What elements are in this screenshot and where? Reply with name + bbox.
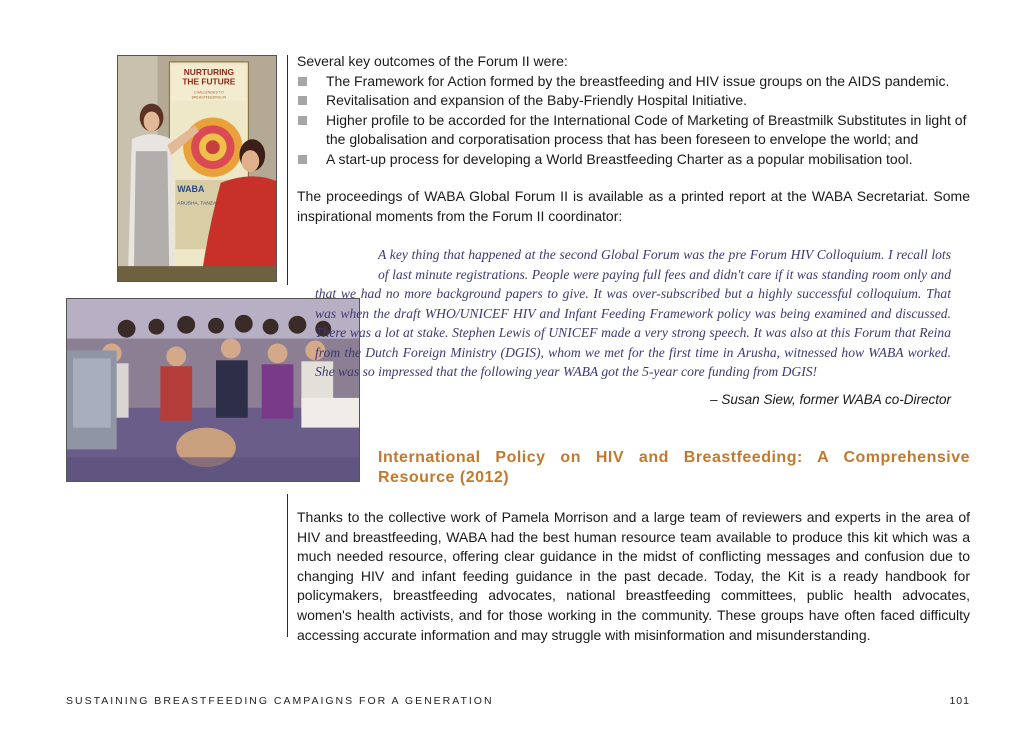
column-divider-top [287,55,288,285]
quote-text: A key thing that happened at the second Global Forum was the pre Forum HIV Colloquium. I recall lots of last minute registrations. People were paying full fees and didn't care if it was standing room only and that we had no more background papers to give. It was over-subscribed but a highly successful colloquium. That was when the draft WHO/UNICEF HIV and Infant Feeding Framework policy was being examined and discussed. There was a lot at stake. Stephen Lewis of UNICEF made a very strong speech. It was also at this Forum that Reina from the Dutch Foreign Ministry (DGIS), whom we met for the first time in Arusha, witnessed how WABA worked. She was so impressed that the following year WABA got the 5-year core funding from DGIS! [315,247,951,379]
section-heading: International Policy on HIV and Breastfeeding: A Comprehensive Resource (2012) [378,449,970,486]
quote-attribution: – Susan Siew, former WABA co-Director [710,392,951,407]
forum-poster-photo [117,55,277,282]
poster-title-line: NURTURING [183,66,234,77]
outcomes-lead: Several key outcomes of the Forum II were: [297,53,568,69]
coordinator-quote [315,245,951,382]
quote-wrap-spacer [315,245,378,283]
list-item [297,91,970,111]
section-body-paragraph: Thanks to the collective work of Pamela Morrison and a large team of reviewers and experts in the area of HIV and breastfeeding, WABA had the best human resource team available to produce this kit which was a much needed resource, offering clear guidance in the midst of conflicting messages and confusion due to changing HIV and infant feeding guidance in the past decade. Today, the Kit is a ready handbook for policymakers, breastfeeding advocates, national breastfeeding committees, public health advocates, women's health activists, and for those working in the community. These groups have often faced difficulty accessing accurate information and may struggle with misinformation and misunderstanding. [297,509,970,643]
poster-subtitle: BREASTFEEDING IN [191,95,227,100]
square-bullet-icon [298,116,307,125]
proceedings-paragraph: The proceedings of WABA Global Forum II is available as a printed report at the WABA Secretariat. Some inspirational moments from the Forum II coordinator: [297,188,970,224]
outcomes-list [297,72,970,170]
poster-place-text: ARUSHA, TANZA [177,201,217,207]
poster-side-text: WABA [177,183,205,194]
list-item [297,150,970,170]
running-footer-title: SUSTAINING BREASTFEEDING CAMPAIGNS FOR A GENERATION [66,695,494,707]
list-item [297,72,970,92]
list-item-text: Higher profile to be accorded for the International Code of Marketing of Breastmilk Substitutes in light of the globalisation and corporatisation process that has been foreseen to envelope the world; and [326,111,967,148]
list-item-text: A start-up process for developing a World Breastfeeding Charter as a popular mobilisation tool. [326,150,913,167]
forum-poster-photo-art [118,56,276,281]
list-item-text: The Framework for Action formed by the breastfeeding and HIV issue groups on the AIDS pandemic. [326,72,950,89]
poster-title-line: THE FUTURE [182,76,236,87]
page-number: 101 [949,695,970,707]
square-bullet-icon [298,155,307,164]
square-bullet-icon [298,77,307,86]
column-divider-bottom [287,494,288,637]
poster-subtitle: CHALLENGES TO [194,90,224,95]
square-bullet-icon [298,96,307,105]
list-item-text: Revitalisation and expansion of the Baby-Friendly Hospital Initiative. [326,92,748,109]
list-item [297,111,970,150]
forum-outcomes-section [297,52,970,170]
